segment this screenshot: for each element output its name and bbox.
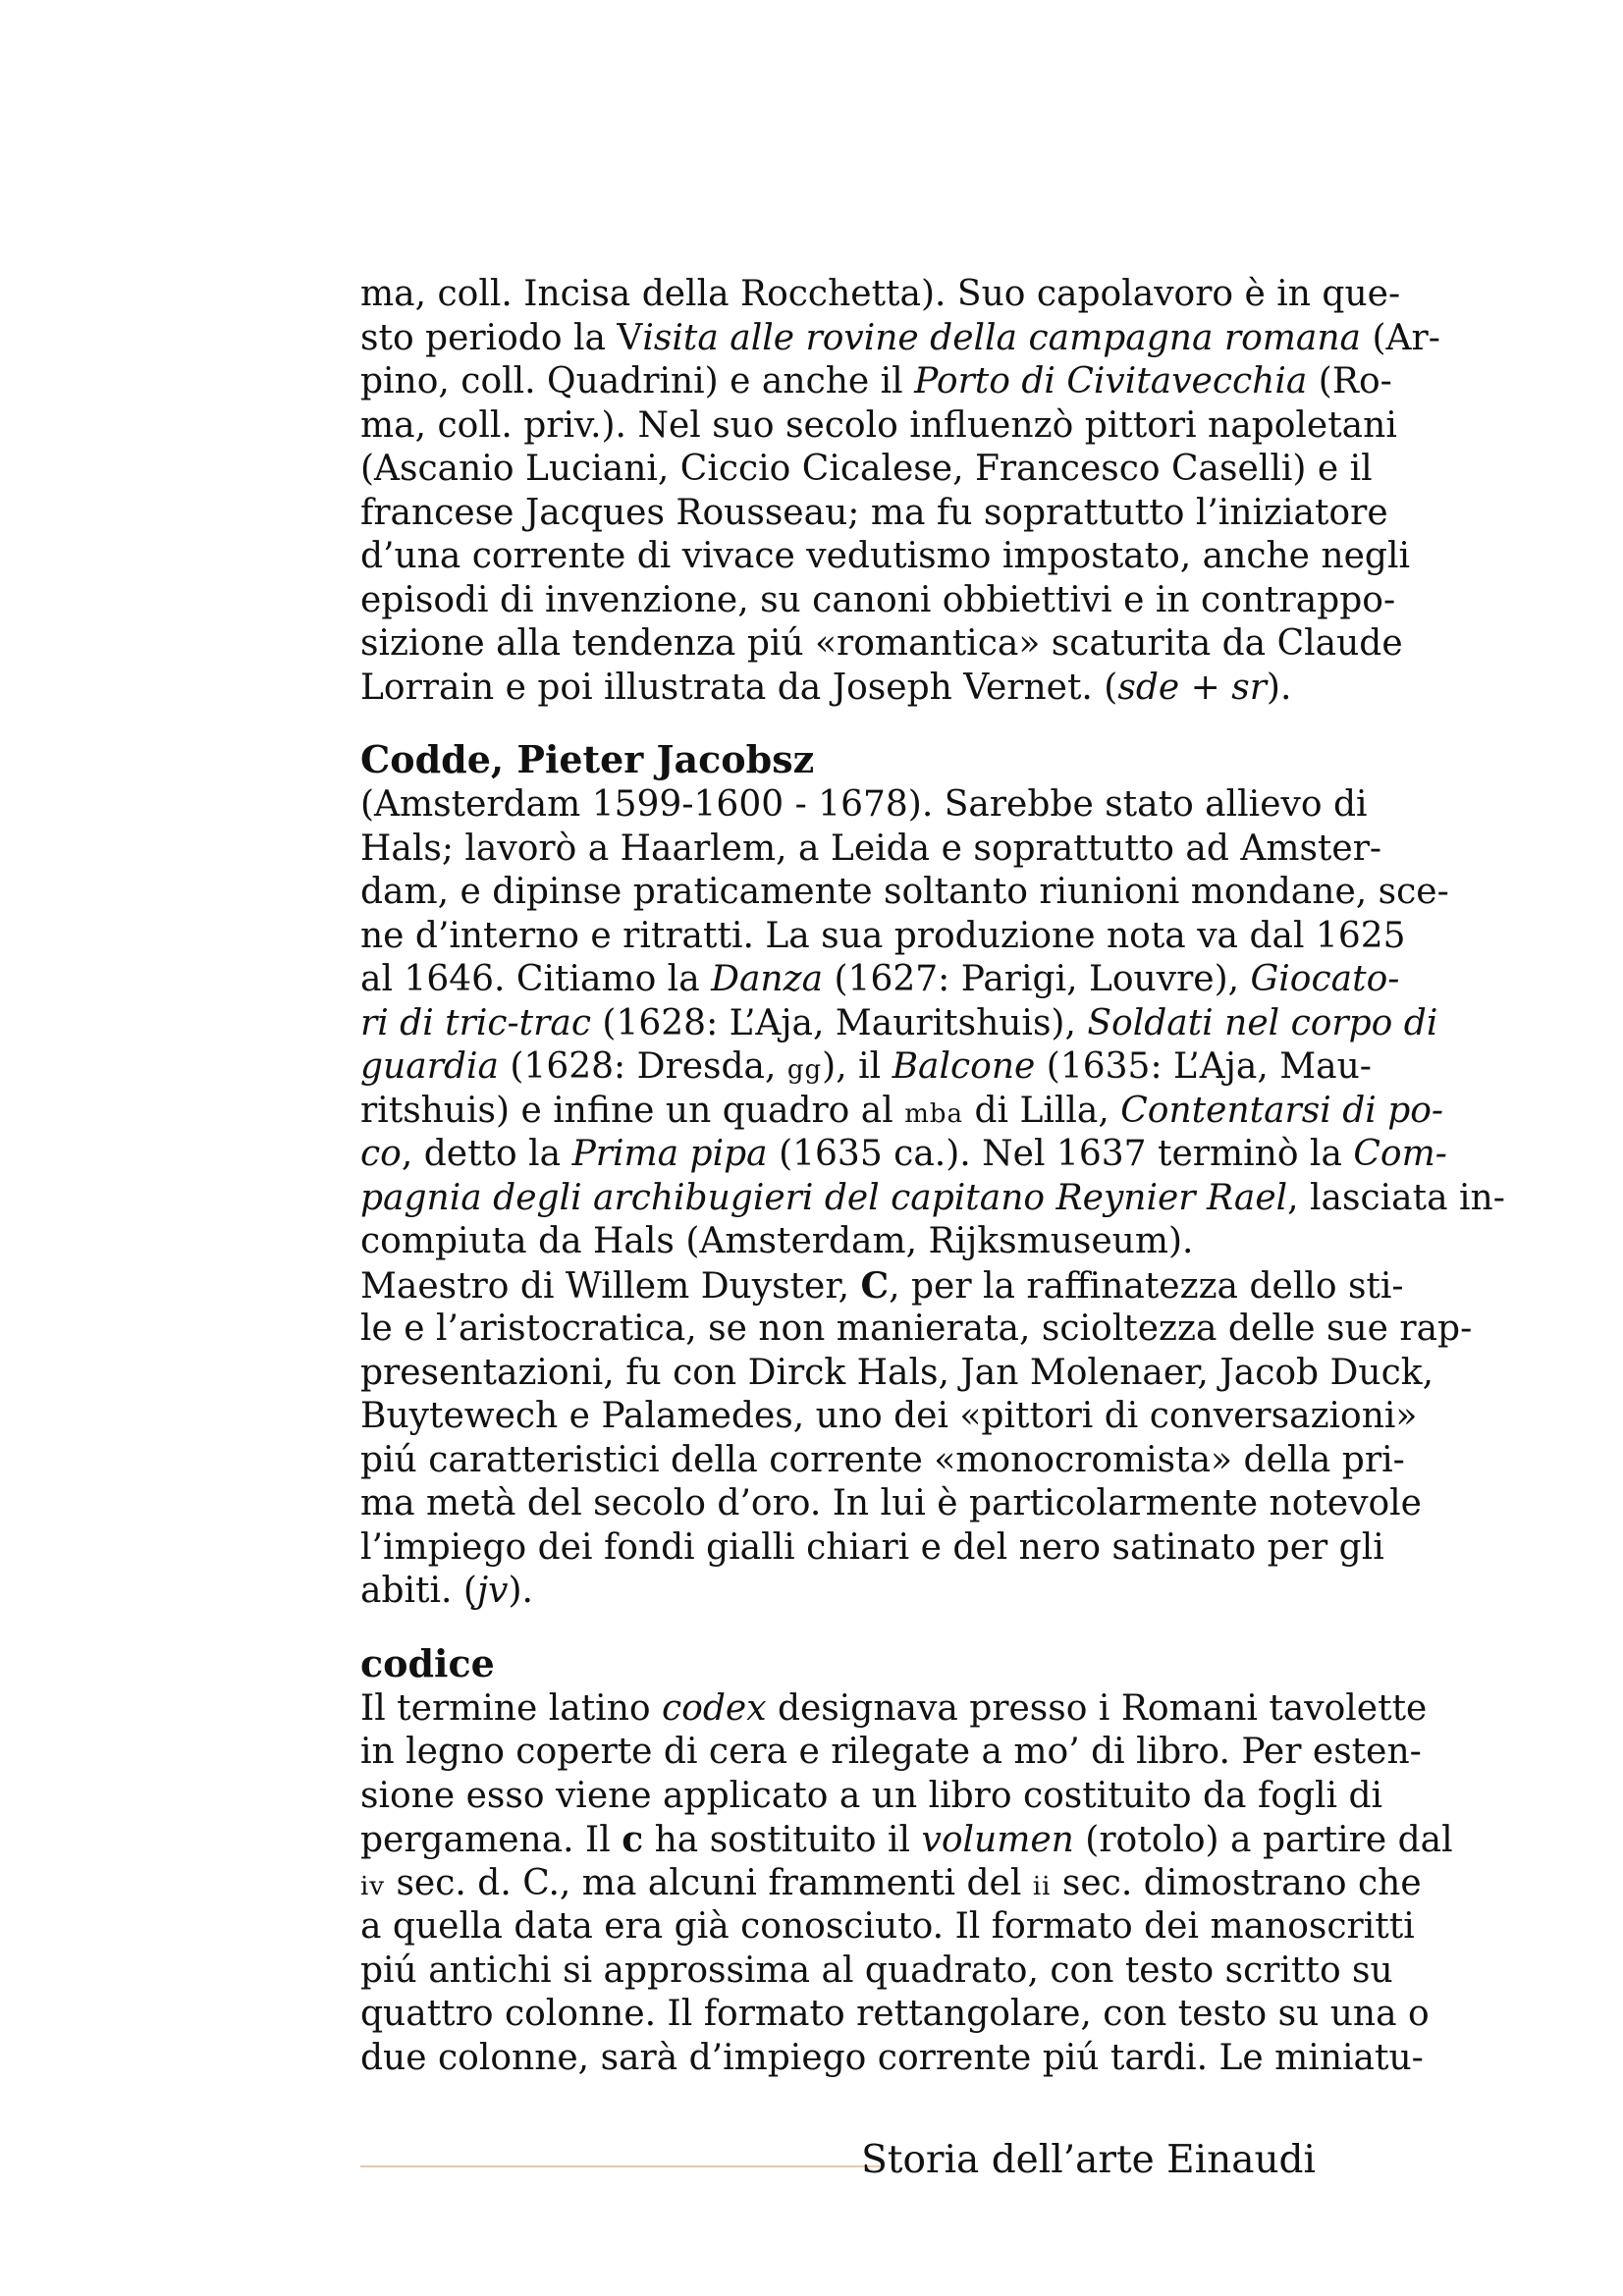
text-line <box>360 1002 1438 1046</box>
text-line <box>360 1818 1453 1862</box>
text-run: co <box>360 1134 402 1174</box>
text-run: , per la raffinatezza dello sti- <box>889 1265 1404 1307</box>
text-line <box>360 828 1382 872</box>
text-column <box>360 273 1505 2080</box>
text-run: ma, coll. priv.). Nel suo secolo influenzò pittori napoletani <box>360 404 1397 446</box>
text-line <box>360 1177 1505 1221</box>
text-run: codex <box>662 1687 767 1729</box>
text-run: ma, coll. Incisa della Rocchetta). Suo capolavoro è in que- <box>360 274 1401 314</box>
text-run: (1628: L’Aja, Mauritshuis), <box>590 1002 1088 1043</box>
text-run: (Ro- <box>1307 361 1392 401</box>
text-run: abiti. ( <box>360 1571 477 1611</box>
text-line <box>360 492 1388 536</box>
text-run: Maestro di Willem Duyster, <box>360 1265 861 1307</box>
text-line <box>360 871 1449 915</box>
text-run: gg <box>786 1055 823 1085</box>
text-run: Lorrain e poi illustrata da Joseph Vernet. ( <box>360 667 1118 708</box>
text-run: Danza <box>711 959 824 999</box>
text-run: quattro colonne. Il formato rettangolare, con testo su una o <box>360 1994 1430 2034</box>
text-run: (1628: Dresda, <box>498 1046 787 1087</box>
text-run: sizione alla tendenza piú «romantica» scaturita da Claude <box>360 623 1403 664</box>
text-run: iv <box>360 1871 386 1901</box>
text-line <box>360 1395 1418 1439</box>
footer-rule <box>360 2165 881 2167</box>
text-run: volumen <box>921 1820 1074 1860</box>
text-run: ). <box>508 1571 533 1611</box>
text-line <box>360 1570 1316 1614</box>
text-line <box>360 1439 1405 1483</box>
text-line <box>360 1993 1430 2037</box>
text-run: (rotolo) a partire dal <box>1073 1820 1453 1860</box>
text-line <box>360 1526 1384 1571</box>
text-line <box>360 360 1392 404</box>
text-run: (1635: L’Aja, Mau- <box>1035 1046 1372 1087</box>
text-run: piú antichi si approssima al quadrato, con testo scritto su <box>360 1949 1393 1991</box>
text-run: ). <box>1266 667 1292 708</box>
text-run: pergamena. Il <box>360 1820 622 1860</box>
text-run: ha sostituito il <box>643 1820 922 1860</box>
text-run: ma metà del secolo d’oro. In lui è particolarmente notevole <box>360 1483 1422 1523</box>
text-run: jv <box>476 1571 509 1611</box>
text-run: Hals; lavorò a Haarlem, a Leida e soprattutto ad Amster- <box>360 828 1382 869</box>
text-line <box>360 1133 1447 1177</box>
text-run: (Amsterdam 1599-1600 - 1678). Sarebbe stato allievo di <box>360 784 1368 825</box>
text-run: francese Jacques Rousseau; ma fu soprattutto l’iniziatore <box>360 492 1388 533</box>
text-run: sec. d. C., ma alcuni frammenti del <box>385 1862 1033 1903</box>
text-run: ), il <box>822 1046 893 1087</box>
text-run: ii <box>1032 1871 1052 1901</box>
text-line <box>360 958 1400 1002</box>
text-line <box>360 1352 1434 1396</box>
entry-heading: Codde, Pieter Jacobsz <box>360 737 815 781</box>
text-line <box>360 1264 1404 1308</box>
text-run: a quella data era già conosciuto. Il formato dei manoscritti <box>360 1906 1415 1947</box>
text-run: in legno coperte di cera e rilegate a mo’ di libro. Per esten- <box>360 1732 1422 1772</box>
text-run: ri di tric-trac <box>360 1002 591 1043</box>
text-run: sione esso viene applicato a un libro costituito da fogli di <box>360 1775 1383 1816</box>
text-run: d’una corrente di vivace vedutismo impostato, anche negli <box>360 536 1410 576</box>
text-line <box>360 448 1373 492</box>
text-run: episodi di invenzione, su canoni obbiettivi e in contrappo- <box>360 579 1396 620</box>
text-run: le e l’aristocratica, se non manierata, scioltezza delle sue rap- <box>360 1308 1473 1349</box>
text-line <box>360 1775 1383 1819</box>
text-run: pino, coll. Quadrini) e anche il <box>360 361 915 401</box>
text-run: di Lilla, <box>963 1090 1121 1131</box>
text-run: Porto di Civitavecchia <box>914 361 1308 401</box>
text-line <box>360 1862 1422 1906</box>
text-run: sde + sr <box>1117 667 1267 708</box>
text-run: Soldati nel corpo di <box>1087 1002 1438 1043</box>
text-line <box>360 1949 1393 1994</box>
text-run: Prima pipa <box>571 1134 768 1174</box>
text-line <box>360 579 1396 623</box>
text-run: (1627: Parigi, Louvre), <box>823 959 1251 999</box>
entry-heading: codice <box>360 1640 495 1685</box>
text-run: (Ar- <box>1361 317 1440 358</box>
text-run: (Ascanio Luciani, Ciccio Cicalese, Francesco Caselli) e il <box>360 449 1373 489</box>
text-run: Balcone <box>892 1046 1036 1087</box>
text-run: al 1646. Citiamo la <box>360 959 712 999</box>
text-line <box>360 1045 1372 1090</box>
text-run: due colonne, sarà d’impiego corrente piú tardi. Le miniatu- <box>360 2037 1424 2078</box>
text-line <box>360 667 1316 711</box>
text-run: Contentarsi di po- <box>1120 1090 1444 1131</box>
text-run: presentazioni, fu con Dirck Hals, Jan Molenaer, Jacob Duck, <box>360 1352 1434 1393</box>
text-line <box>360 404 1397 449</box>
text-run: , detto la <box>401 1134 572 1174</box>
text-run: Buytewech e Palamedes, uno dei «pittori di conversazioni» <box>360 1396 1418 1436</box>
text-run: guardia <box>360 1046 499 1087</box>
text-run: pagnia degli archibugieri del capitano Reynier Rael <box>360 1177 1288 1218</box>
text-line <box>360 535 1410 579</box>
text-line <box>360 622 1403 667</box>
text-run: compiuta da Hals (Amsterdam, Rijksmuseum). <box>360 1221 1194 1261</box>
text-line <box>360 273 1401 317</box>
text-run: Com- <box>1353 1134 1447 1174</box>
text-run: dam, e dipinse praticamente soltanto riunioni mondane, sce- <box>360 872 1449 912</box>
text-line <box>360 1482 1422 1526</box>
text-run: l’impiego dei fondi gialli chiari e del nero satinato per gli <box>360 1526 1384 1568</box>
text-run: designava presso i Romani tavolette <box>766 1687 1428 1729</box>
text-run: mba <box>904 1098 964 1129</box>
text-run: isita alle rovine della campagna romana <box>642 317 1361 358</box>
text-run: sec. dimostrano che <box>1051 1862 1422 1903</box>
text-line <box>360 1687 1428 1732</box>
text-run: c <box>622 1819 644 1860</box>
footer-publisher: Storia dell’arte Einaudi <box>861 2138 1316 2182</box>
text-run: Giocato- <box>1250 959 1400 999</box>
text-line <box>360 1308 1473 1352</box>
text-run: sto periodo la V <box>360 317 643 358</box>
text-line <box>360 2037 1424 2081</box>
text-line <box>360 1905 1415 1949</box>
text-run: (1635 ca.). Nel 1637 terminò la <box>767 1134 1354 1174</box>
text-line <box>360 1090 1444 1134</box>
text-line <box>360 783 1368 828</box>
text-line <box>360 1220 1316 1264</box>
text-line <box>360 915 1406 959</box>
text-line <box>360 317 1440 361</box>
text-run: piú caratteristici della corrente «monocromista» della pri- <box>360 1439 1405 1480</box>
text-line <box>360 1731 1422 1775</box>
text-run: ne d’interno e ritratti. La sua produzione nota va dal 1625 <box>360 915 1406 956</box>
text-run: ritshuis) e infine un quadro al <box>360 1090 905 1131</box>
text-run: Il termine latino <box>360 1687 663 1729</box>
text-run: C <box>860 1264 890 1307</box>
text-run: , lasciata in- <box>1287 1177 1505 1218</box>
